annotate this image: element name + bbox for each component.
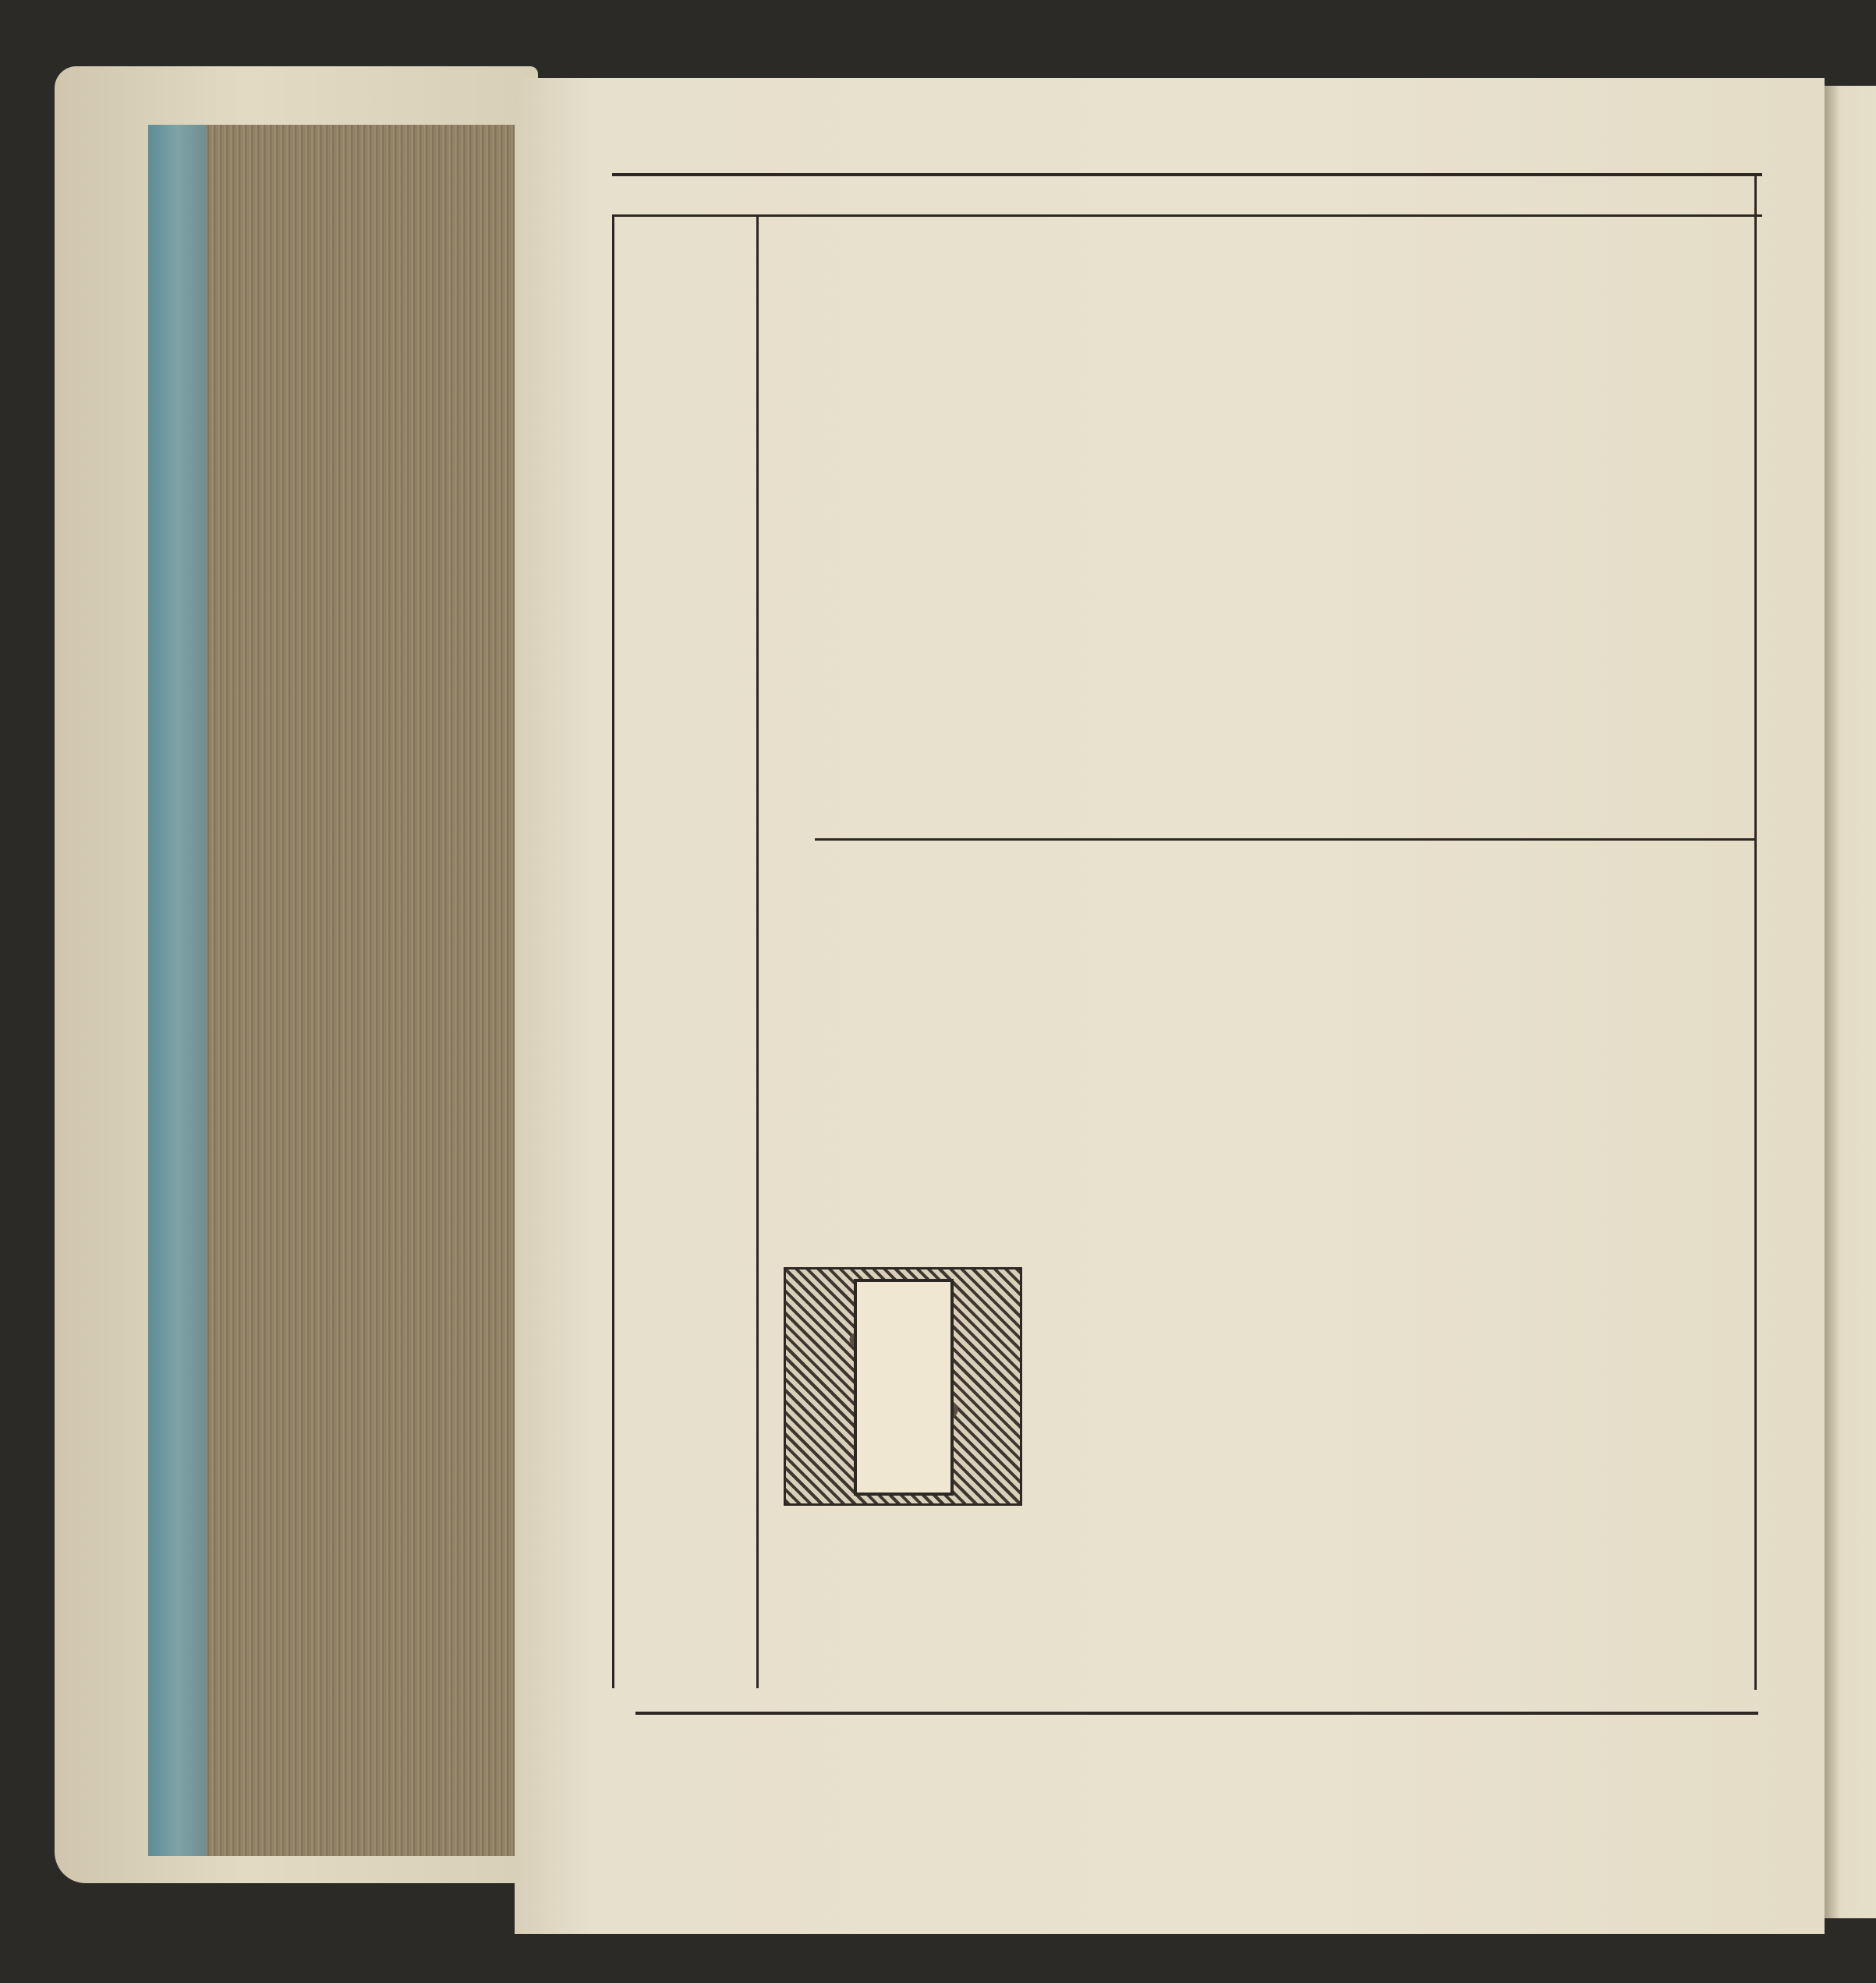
facing-page-edge [1825,86,1876,1918]
bottom-rule [635,1712,1758,1715]
fore-edge-coloring [148,125,207,1856]
top-rule [612,173,1762,176]
margin-divider-rule [756,214,759,1688]
chapter-separator-rule [815,838,1754,841]
left-frame-rule [612,214,614,1688]
decorated-initial-letter [854,1279,954,1496]
right-frame-rule [1754,173,1757,1690]
book-page [515,78,1825,1934]
header-rule [612,214,1762,217]
